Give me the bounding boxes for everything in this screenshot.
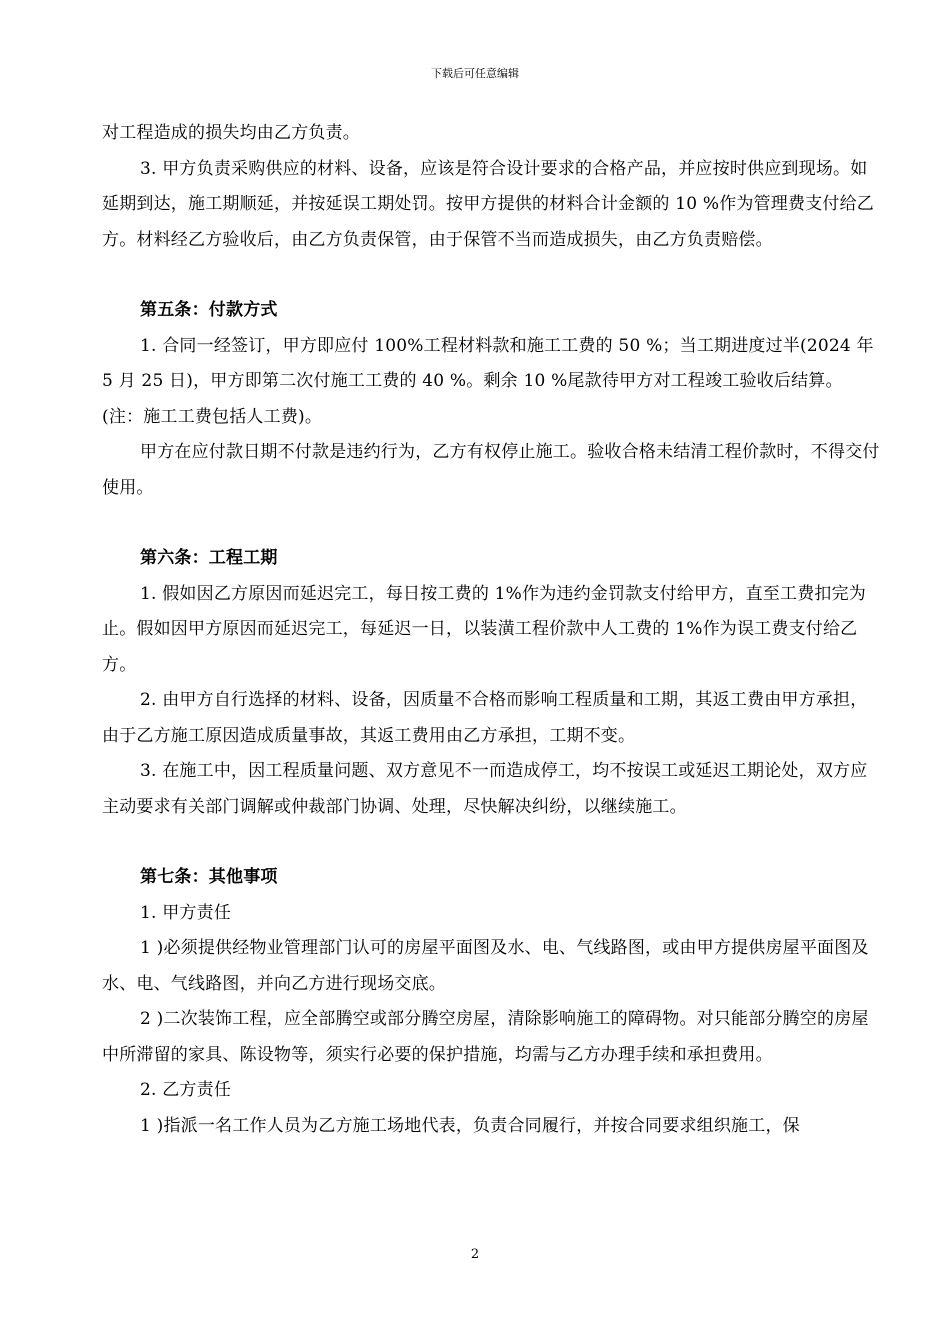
paragraph: 3. 在施工中，因工程质量问题、双方意见不一而造成停工，均不按误工或延迟工期论处，双方应主动要求有关部门调解或仲裁部门协调、处理，尽快解决纠纷，以继续施工。 <box>102 761 868 817</box>
paragraph: 1. 甲方责任 <box>140 902 232 923</box>
paragraph: 1 )指派一名工作人员为乙方施工场地代表，负责合同履行，并按合同要求组织施工，保 <box>140 1115 800 1136</box>
paragraph: 1 )必须提供经物业管理部门认可的房屋平面图及水、电、气线路图，或由甲方提供房屋平面图及水、电、气线路图，并向乙方进行现场交底。 <box>102 938 869 994</box>
section-heading: 第六条：工程工期 <box>140 548 278 568</box>
paragraph: 2. 乙方责任 <box>140 1080 232 1100</box>
paragraph: 1. 合同一经签订，甲方即应付 100%工程材料款和施工工费的 50 %；当工期进度过半(2024 年 5 月 25 日)，甲方即第二次付施工工费的 40 %。剩余 10 %尾款待甲方对工程竣工验收后结算。(注：施工工费包括人工费)。 <box>102 335 874 427</box>
paragraph: 1. 假如因乙方原因而延迟完工，每日按工费的 1%作为违约金罚款支付给甲方，直至工费扣完为止。假如因甲方原因而延迟完工，每延迟一日，以装潢工程价款中人工费的 1%作为误工费支付给乙方。 <box>102 583 866 675</box>
paragraph: 2. 由甲方自行选择的材料、设备，因质量不合格而影响工程质量和工期，其返工费由甲方承担，由于乙方施工原因造成质量事故，其返工费用由乙方承担，工期不变。 <box>102 690 868 746</box>
section-heading: 第七条：其他事项 <box>140 867 278 887</box>
section-heading: 第五条：付款方式 <box>140 300 278 320</box>
spacer <box>102 258 880 293</box>
page-number: 2 <box>470 1247 480 1262</box>
paragraph: 甲方在应付款日期不付款是违约行为，乙方有权停止施工。验收合格未结清工程价款时，不得交付使用。 <box>102 442 880 498</box>
page-header: 下载后可任意编辑 <box>431 67 519 80</box>
spacer <box>102 506 880 541</box>
paragraph: 对工程造成的损失均由乙方负责。 <box>102 123 360 143</box>
document-body <box>102 116 880 1144</box>
spacer <box>102 825 880 860</box>
paragraph: 3. 甲方负责采购供应的材料、设备，应该是符合设计要求的合格产品，并应按时供应到现场。如延期到达，施工期顺延，并按延误工期处罚。按甲方提供的材料合计金额的 10 %作为管理费支付给乙方。材料经乙方验收后，由乙方负责保管，由于保管不当而造成损失，由乙方负责赔偿。 <box>102 158 874 250</box>
paragraph: 2 )二次装饰工程，应全部腾空或部分腾空房屋，清除影响施工的障碍物。对只能部分腾空的房屋中所滞留的家具、陈设物等，须实行必要的保护措施，均需与乙方办理手续和承担费用。 <box>102 1009 869 1065</box>
